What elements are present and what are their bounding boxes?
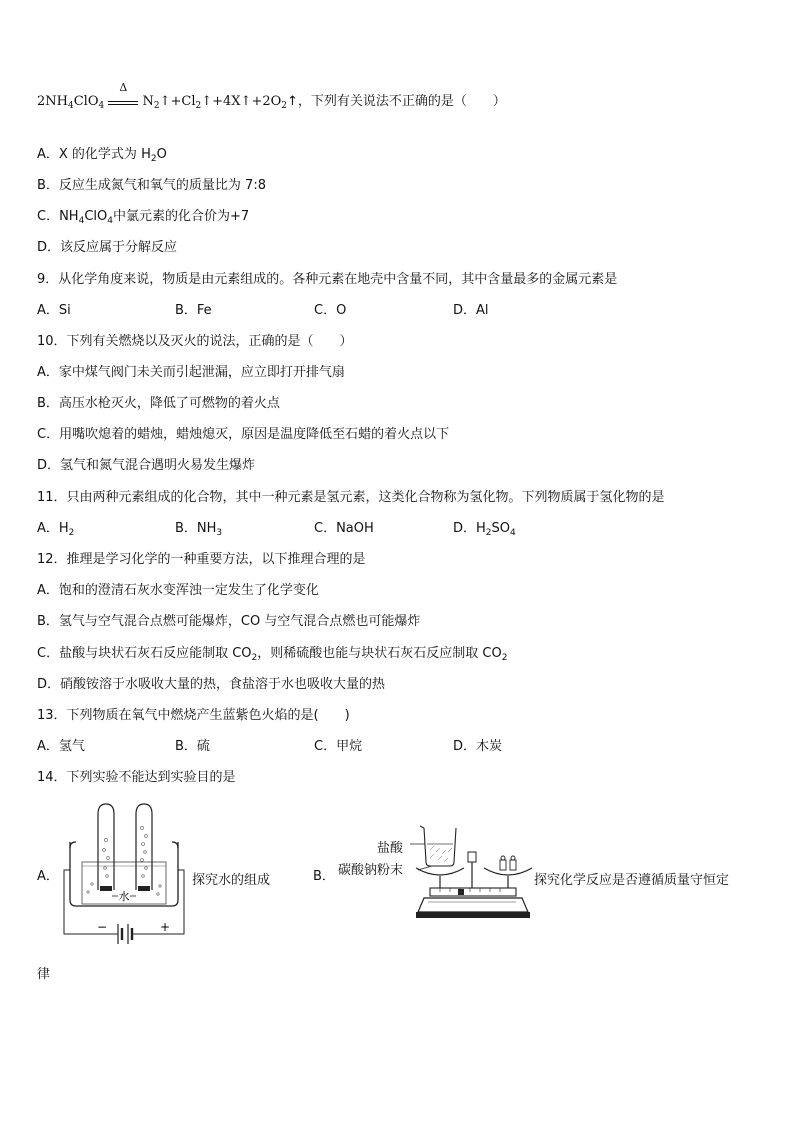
subscript: 4: [78, 216, 85, 226]
option-text: A．X 的化学式为 H: [37, 147, 151, 162]
option-text: ，则稀硫酸也能与块状石灰石反应制取 CO: [257, 646, 502, 661]
subscript: 4: [107, 216, 113, 226]
subscript: 2: [68, 528, 75, 538]
q13-stem: 13．下列物质在氧气中燃烧产生蓝紫色火焰的是( ): [37, 708, 350, 723]
delta-symbol: Δ: [119, 81, 128, 94]
minus-sign: −: [96, 920, 108, 934]
q11-option-c: C．NaOH: [314, 521, 374, 536]
q8-option-c: [37, 208, 249, 230]
q11-stem: 11．只由两种元素组成的化合物，其中一种元素是氢元素，这类化合物称为氢化物。下列物质属于氢化物的是: [37, 490, 665, 505]
option-text: ClO: [84, 209, 108, 224]
q14-stem: 14．下列实验不能达到实验目的是: [37, 770, 236, 785]
option-text: B．NH: [175, 521, 217, 536]
subscript: 3: [216, 528, 223, 538]
option-text: 中氯元素的化合价为+7: [112, 209, 250, 224]
q10-option-d: D．氢气和氮气混合遇明火易发生爆炸: [37, 458, 256, 473]
q10-option-a: A．家中煤气阀门未关而引起泄漏，应立即打开排气扇: [37, 365, 345, 380]
q11-option-b: [175, 520, 222, 542]
pointer-scale: [468, 852, 476, 862]
q13-option-c: C．甲烷: [314, 739, 363, 754]
q9-option-d: D．Al: [453, 303, 489, 318]
option-text: O: [156, 147, 167, 162]
option-text: A．H: [37, 521, 69, 536]
subscript: 2: [150, 154, 157, 164]
weights: [500, 856, 516, 870]
plus-sign: +: [159, 920, 171, 934]
q13-option-d: D．木炭: [453, 739, 503, 754]
left-electrode: [100, 886, 112, 891]
subscript: 2: [485, 528, 492, 538]
q9-stem: 9．从化学角度来说，物质是由元素组成的。各种元素在地壳中含量不同，其中含量最多的金属元素是: [37, 272, 618, 287]
balance-base: [418, 898, 528, 912]
eq-subscript: 2: [281, 101, 287, 111]
q12-option-a: A．饱和的澄清石灰水变浑浊一定发生了化学变化: [37, 583, 319, 598]
option-text: D．H: [453, 521, 486, 536]
eq-text: N: [142, 94, 154, 109]
q10-option-c: C．用嘴吹熄着的蜡烛，蜡烛熄灭，原因是温度降低至石蜡的着火点以下: [37, 427, 450, 442]
eq-text: ↑+Cl: [159, 94, 196, 109]
q14-powder-label: 碳酸钠粉末: [338, 863, 404, 878]
balance-beam: [430, 888, 516, 896]
subscript: 4: [510, 528, 516, 538]
eq-subscript: 4: [67, 101, 74, 111]
powder-leader-line: [418, 866, 432, 870]
q14-option-a-caption: 探究水的组成: [192, 873, 271, 888]
option-text: C．NH: [37, 209, 79, 224]
eq-subscript: 2: [195, 101, 202, 111]
q12-option-b: B．氢气与空气混合点燃可能爆炸，CO 与空气混合点燃也可能爆炸: [37, 614, 421, 629]
eq-text: 2NH: [37, 94, 68, 109]
eq-subscript: 4: [98, 101, 105, 111]
q13-option-a: A．氢气: [37, 739, 85, 754]
option-text: SO: [491, 521, 511, 536]
eq-subscript: 2: [153, 101, 160, 111]
q10-stem: 10．下列有关燃烧以及灭火的说法，正确的是（ ）: [37, 334, 353, 349]
subscript: 2: [251, 653, 258, 663]
water-label: 水: [118, 890, 130, 903]
option-text: C．盐酸与块状石灰石反应能制取 CO: [37, 646, 252, 661]
q10-option-b: B．高压水枪灭火，降低了可燃物的着火点: [37, 396, 280, 411]
right-pan: [484, 868, 532, 875]
beaker-spout: [420, 826, 424, 828]
q9-option-b: B．Fe: [175, 303, 212, 318]
q14-option-b-caption: 探究化学反应是否遵循质量守恒定: [534, 873, 730, 888]
q12-option-c: [37, 645, 507, 667]
rider: [458, 889, 464, 895]
q8-option-d: D．该反应属于分解反应: [37, 240, 178, 255]
beaker: [424, 828, 456, 866]
heat-condition: [108, 81, 138, 105]
q8-option-b: B．反应生成氮气和氧气的质量比为 7:8: [37, 178, 266, 193]
q14-acid-label: 盐酸: [377, 841, 404, 856]
q14-option-b-letter: B．: [313, 869, 335, 884]
base-plate: [416, 912, 530, 918]
equals-sign: [108, 101, 138, 105]
q12-stem: 12．推理是学习化学的一种重要方法，以下推理合理的是: [37, 552, 366, 567]
q14-option-a-letter: A．: [37, 869, 59, 884]
q12-option-d: D．硝酸铵溶于水吸收大量的热，食盐溶于水也吸收大量的热: [37, 677, 386, 692]
q11-option-d: [453, 520, 516, 542]
eq-text: ClO: [73, 94, 99, 109]
q14-option-b-caption-continued: 律: [37, 967, 51, 982]
q13-option-b: B．硫: [175, 739, 210, 754]
balance-figure: [410, 822, 535, 922]
q9-option-c: C．O: [314, 303, 347, 318]
eq-text: ↑+4X↑+2O: [201, 94, 282, 109]
electrolysis-apparatus-figure: [62, 800, 192, 952]
beam-ticks: [440, 888, 500, 892]
q9-option-a: A．Si: [37, 303, 71, 318]
q11-option-a: [37, 520, 74, 542]
q8-equation: [37, 81, 506, 116]
question-stem: ↑，下列有关说法不正确的是（ ）: [287, 94, 506, 109]
trough-rim: [70, 842, 178, 848]
subscript: 2: [501, 653, 508, 663]
acid-hatching: [430, 846, 452, 862]
q8-option-a: [37, 146, 167, 168]
left-pan: [416, 868, 464, 875]
right-electrode: [138, 886, 150, 891]
